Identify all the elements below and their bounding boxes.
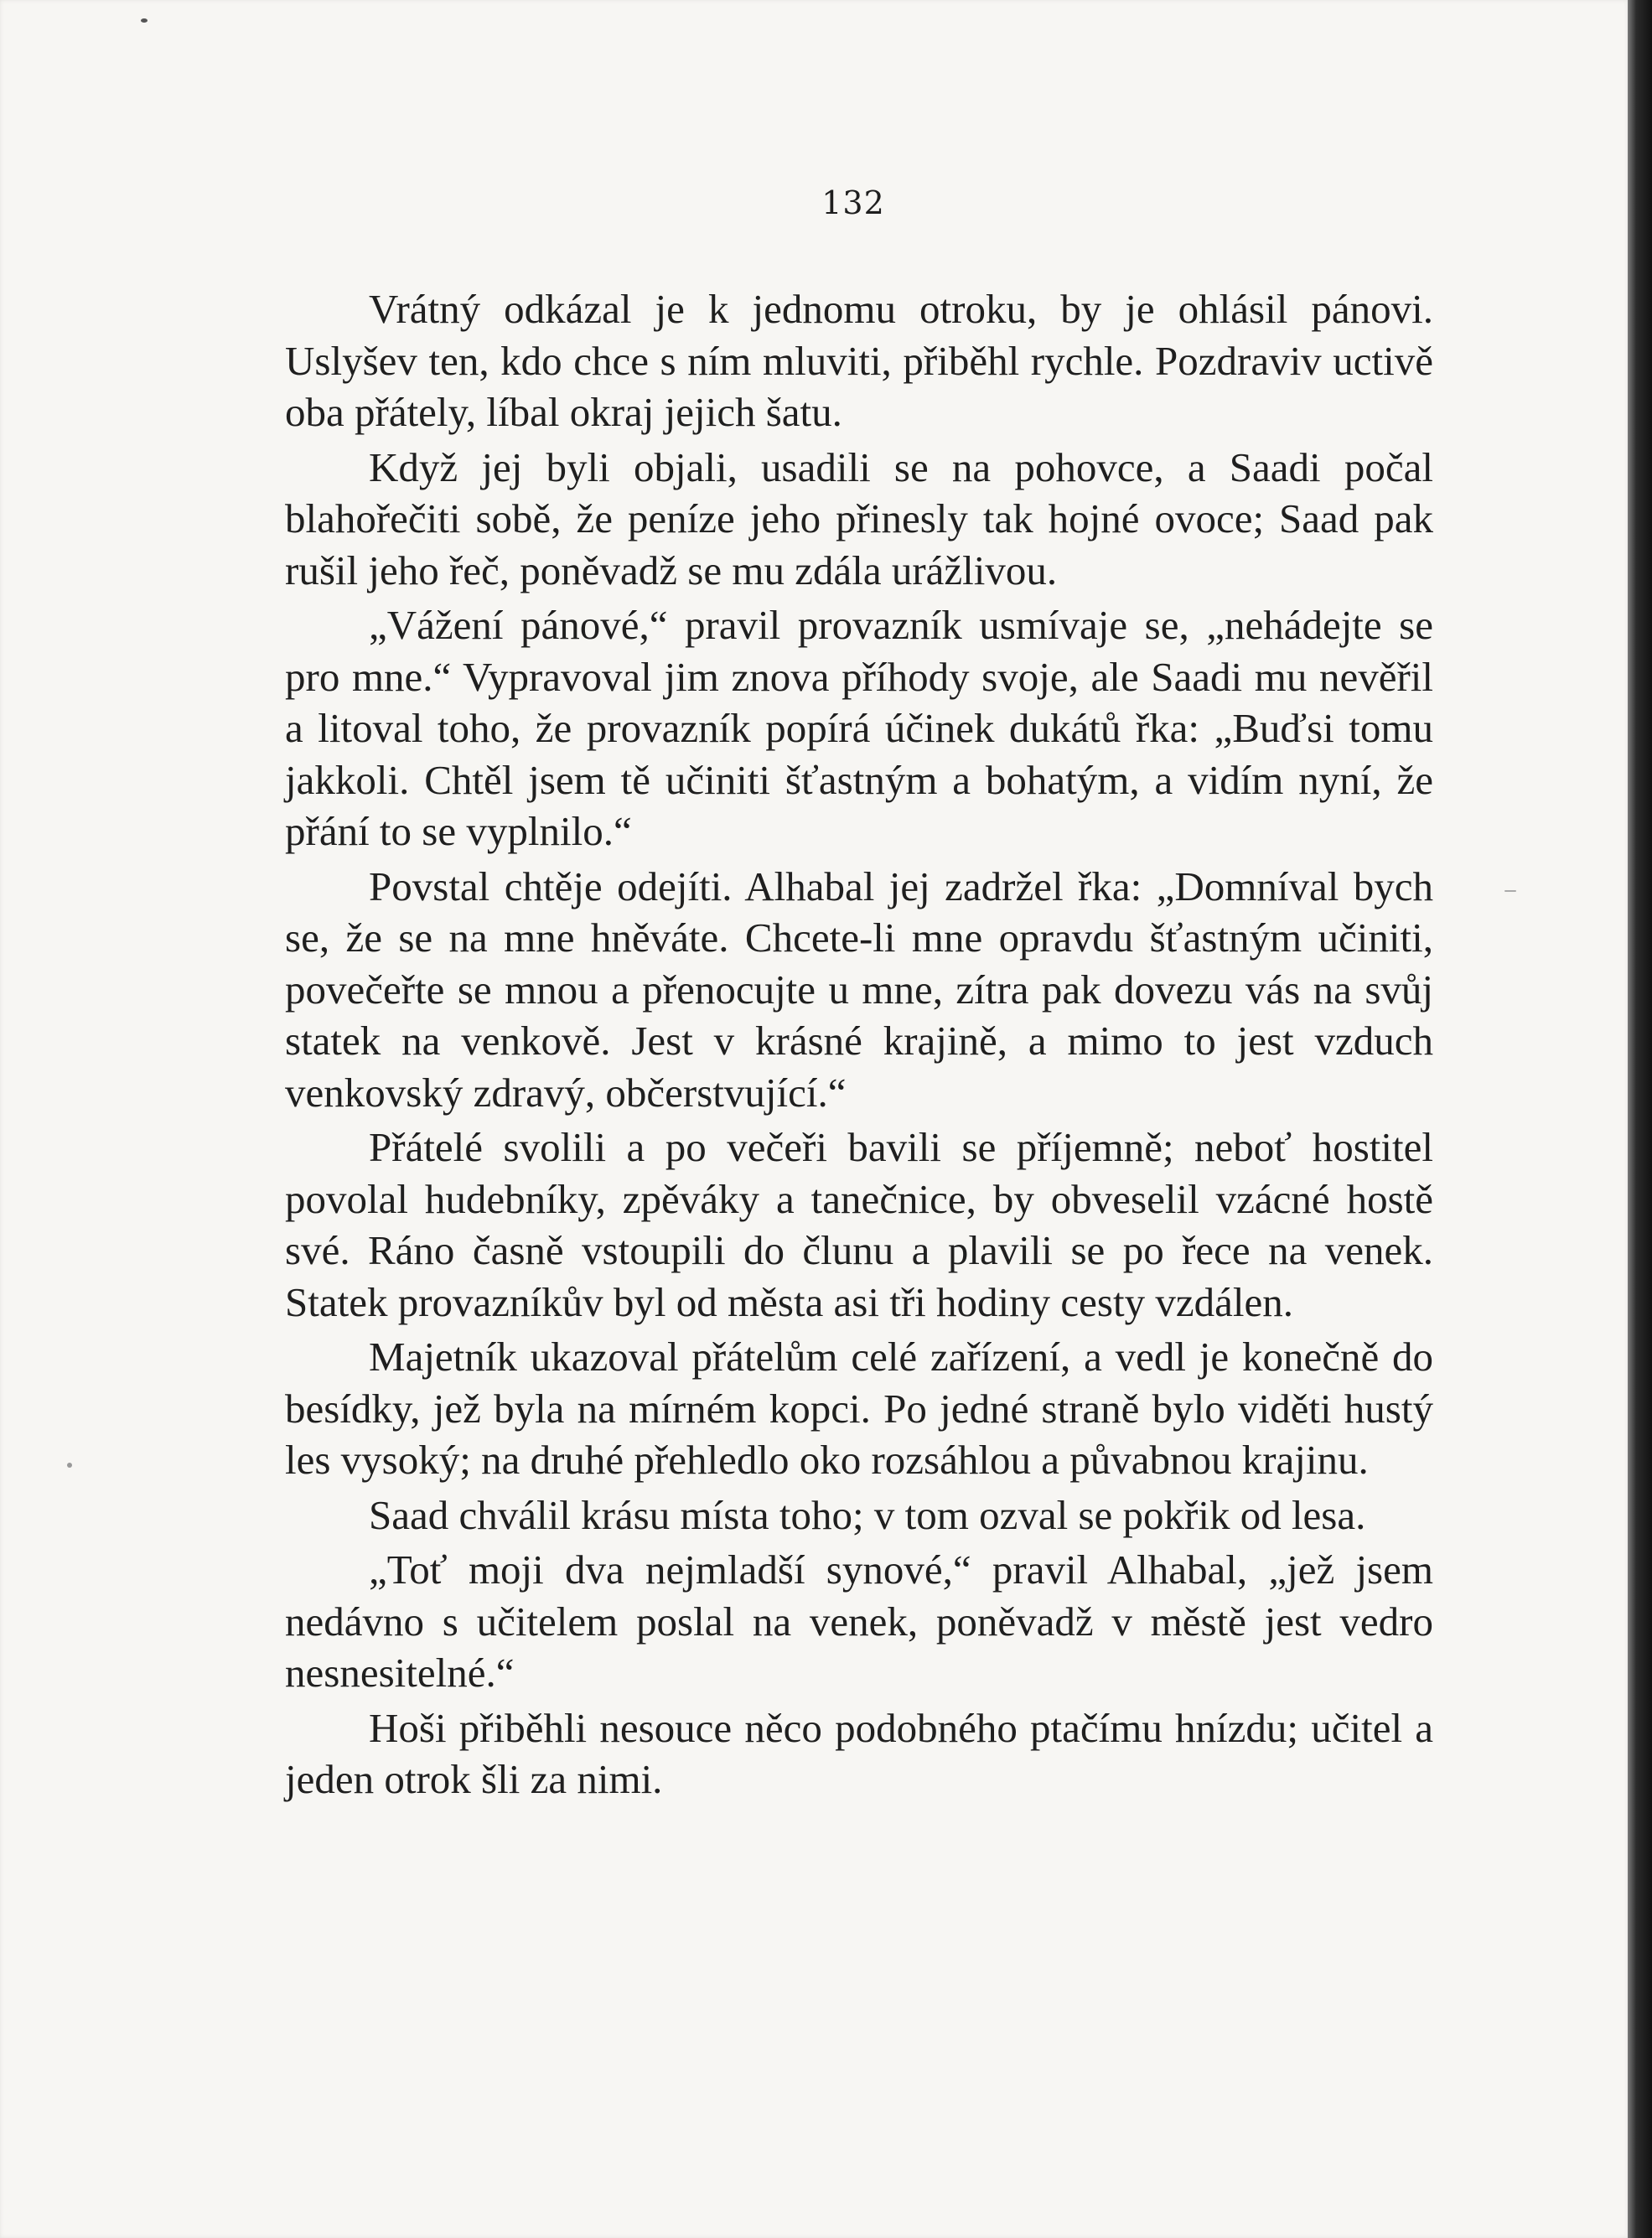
page-number: 132 — [821, 184, 885, 221]
paragraph-6: Majetník ukazoval přátelům celé zařízení, a vedl je konečně do besídky, jež byla na mírném kopci. Po jedné straně bylo viděti hustý les vysoký; na druhé přehledlo oko rozsáhlou a půvabnou krajinu. — [285, 1334, 1433, 1483]
scan-speck — [1504, 890, 1516, 892]
scan-speck — [141, 18, 148, 23]
paragraph-5: Přátelé svolili a po večeři bavili se příjemně; neboť hostitel povolal hudebníky, zpěváky a tanečnice, by obveselil vzácné hostě své. Ráno časně vstoupili do člunu a plavili se po řece na venek. Statek provazníkův byl od města asi tři hodiny cesty vzdálen. — [285, 1124, 1433, 1325]
scan-speck — [67, 1463, 72, 1468]
paragraph-8: „Toť moji dva nejmladší synové,“ pravil Alhabal, „jež jsem nedávno s učitelem poslal na venek, poněvadž v městě jest vedro nesnesitelné.“ — [285, 1546, 1433, 1696]
paragraph-1: Vrátný odkázal je k jednomu otroku, by je ohlásil pánovi. Uslyšev ten, kdo chce s ním mluviti, přiběhl rychle. Pozdraviv uctivě oba přátely, líbal okraj jejich šatu. — [285, 286, 1433, 435]
scan-edge — [1628, 0, 1652, 2238]
paragraph-3: „Vážení pánové,“ pravil provazník usmívaje se, „nehádejte se pro mne.“ Vypravoval jim znova příhody svoje, ale Saadi mu nevěřil a litoval toho, že provazník popírá účinek dukátů řka: „Buďsi tomu jakkoli. Chtěl jsem tě učiniti šťastným a bohatým, a vidím nyní, že přání to se vyplnilo.“ — [285, 602, 1433, 854]
paragraph-7: Saad chválil krásu místa toho; v tom ozval se pokřik od lesa. — [369, 1491, 1366, 1538]
paragraph-9: Hoši přiběhli nesouce něco podobného ptačímu hnízdu; učitel a jeden otrok šli za nimi. — [285, 1704, 1433, 1802]
paragraph-4: Povstal chtěje odejíti. Alhabal jej zadržel řka: „Domníval bych se, že se na mne hněváte. Chcete-li mne opravdu šťastným učiniti, povečeřte se mnou a přenocujte u mne, zítra pak dovezu vás na svůj statek na venkově. Jest v krásné krajině, a mimo to jest vzduch venkovský zdravý, občerstvující.“ — [285, 863, 1433, 1116]
paragraph-2: Když jej byli objali, usadili se na pohovce, a Saadi počal blahořečiti sobě, že peníze jeho přinesly tak hojné ovoce; Saad pak rušil jeho řeč, poněvadž se mu zdála urážlivou. — [285, 443, 1433, 593]
page-body-text — [285, 283, 1433, 1805]
